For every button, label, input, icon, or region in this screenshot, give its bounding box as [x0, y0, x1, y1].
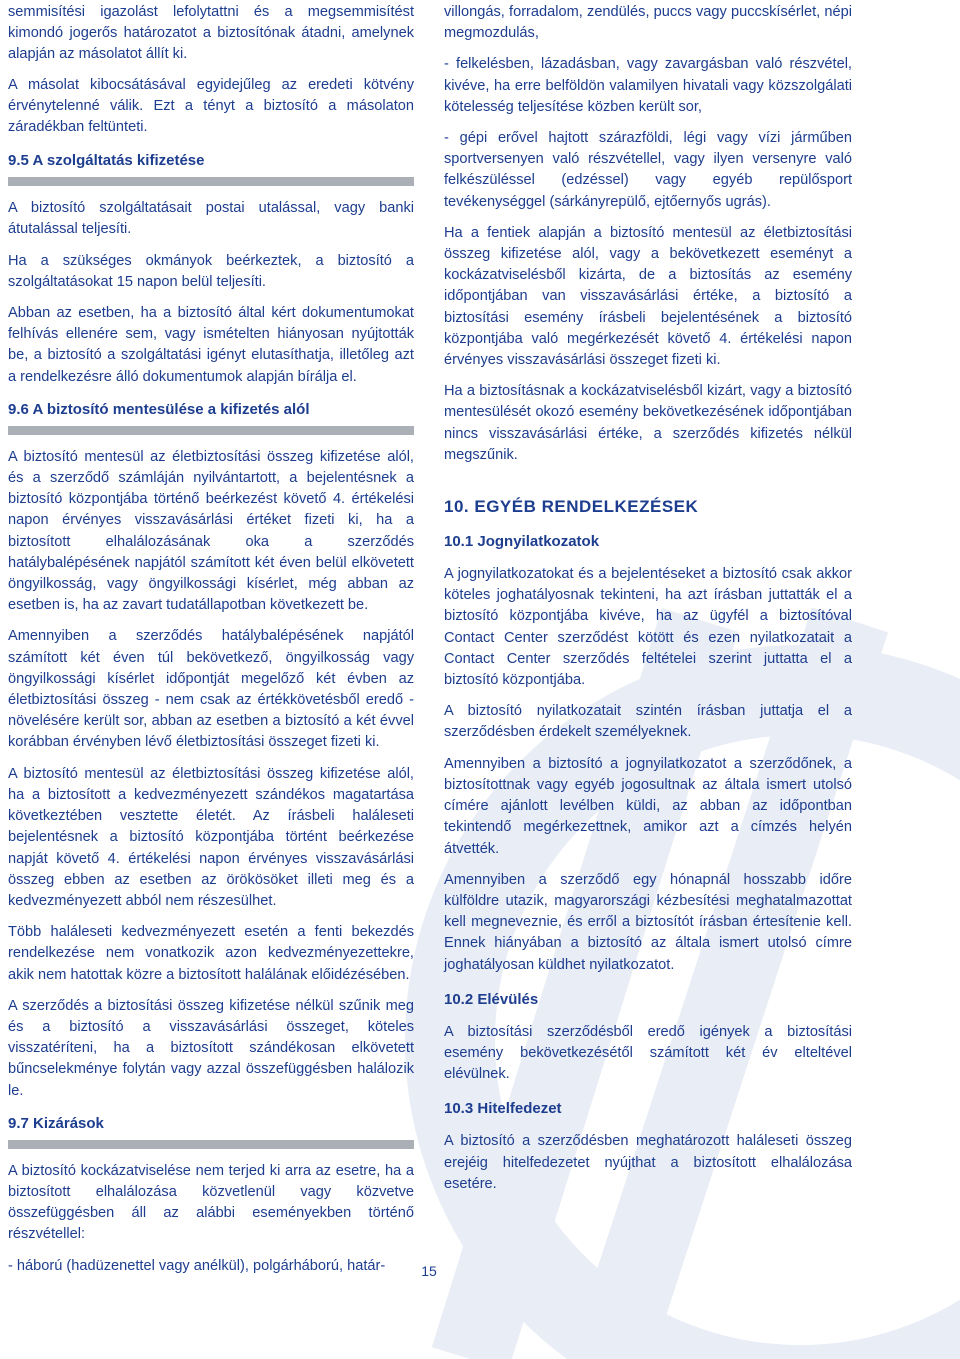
paragraph: Több haláleseti kedvezményezett esetén a fenti bekezdés rendelkezése nem vonatkozik azon kedvezményezettekre, akik nem hatottak közre a biztosított halálának előidézésében.	[8, 924, 414, 983]
paragraph: A szerződés a biztosítási összeg kifizetése nélkül szűnik meg és a biztosító a visszavásárlási összeget, köteles visszatéríteni, ha a biztosított szándékosan elkövetett bűncselekménye folytán vagy azzal összefüggésben halálozik le.	[8, 997, 414, 1099]
right-column	[444, 0, 852, 1195]
paragraph: Amennyiben a szerződő egy hónapnál hosszabb időre külföldre utazik, magyarországi kézbesítési meghatalmazottat kell megneveznie, és erről a biztosítót írásban értesítenie kell. Ennek hiányában a biztosító az általa ismert utolsó címre joghatályosan küldhet nyilatkozatot.	[444, 871, 852, 973]
section-heading: 10.3 Hitelfedezet	[444, 1100, 562, 1118]
section-heading: 10.1 Jognyilatkozatok	[444, 533, 600, 551]
paragraph: A biztosító kockázatviselése nem terjed ki arra az esetre, ha a biztosított elhalálozása közvetlenül vagy közvetve összefüggésben áll az alábbi eseményekben történő részvétellel:	[8, 1162, 414, 1243]
paragraph: Ha a szükséges okmányok beérkeztek, a biztosító a szolgáltatásokat 15 napon belül teljesíti.	[8, 252, 414, 290]
paragraph: Abban az esetben, ha a biztosító által kért dokumentumokat felhívás ellenére sem, vagy ismételten hiányosan nyújtották be, a biztosító a szolgáltatási igényt elutasíthatja, illetőleg azt a rendelkezésre álló dokumentumok alapján bírálja el.	[8, 305, 414, 385]
section-heading: 9.7 Kizárások	[8, 1114, 414, 1149]
paragraph: A másolat kibocsátásával egyidejűleg az eredeti kötvény érvénytelenné válik. Ezt a tényt a biztosító a másolaton záradékban feltünteti.	[8, 76, 414, 136]
paragraph: Amennyiben a szerződés hatálybalépésének napjától számított két éven túl bekövetkező, öngyilkosság vagy öngyilkossági kísérlet időpontját megelőző két évben az életbiztosítási összeg - nem csak az értékkövetésből eredő - növelésére került sor, abban az esetben a biztosító a két évvel korábban érvényben lévő életbiztosítási összeget fizeti ki.	[8, 628, 414, 751]
paragraph: A biztosító mentesül az életbiztosítási összeg kifizetése alól, és a szerződő számláján nyilvántartott, a bejelentésnek a biztosító központjába történő beérkezést követő 4. értékelési napon érvényes visszavásárlási értéket fizeti ki, ha a biztosított elhalálozásának oka a szerződés hatálybalépésének napjától számított két éven belül elkövetett öngyilkosság, vagy öngyilkossági kísérlet, még abban az esetben is, ha az zavart tudatállapotban következett be.	[8, 448, 414, 614]
list-item: - felkelésben, lázadásban, vagy zavargásban való részvétel, kivéve, ha erre belföldön valamilyen hivatali vagy közszolgálati kötelesség teljesítése közben került sor,	[444, 56, 852, 115]
paragraph: Ha a biztosításnak a kockázatviselésből kizárt, vagy a biztosító mentesülését okozó esemény bekövetkezésének időpontjában nincs visszavásárlási értéke, a szerződés kifizetés nélkül megszűnik.	[444, 383, 852, 463]
chapter-heading: 10. EGYÉB RENDELKEZÉSEK	[444, 497, 699, 517]
list-item: villongás, forradalom, zendülés, puccs vagy puccskísérlet, népi megmozdulás,	[444, 4, 852, 42]
list-item: - gépi erővel hajtott szárazföldi, légi vagy vízi járműben sportversenyen való részvétellel, vagy ilyen versenyre való felkészüléssel (edzéssel) vagy egyéb repülősport tevékenységgel (sárkányrepülő, ejtőernyős ugrás).	[444, 130, 852, 210]
paragraph: A biztosító nyilatkozatait szintén írásban juttatja el a szerződésben érdekelt személyeknek.	[444, 703, 852, 741]
paragraph: A jognyilatkozatokat és a bejelentéseket a biztosító csak akkor köteles joghatályosnak tekinteni, ha azt írásban juttatták el a biztosító központjába kivéve, ha az ügyfél a biztosítóval Contact Center szerződést kötött és ezen nyilatkozatait a Contact Center szerződés feltételei szerint juttatta el a biztosító központjába.	[444, 566, 852, 689]
paragraph: Amennyiben a biztosító a jognyilatkozatot a szerződőnek, a biztosítottnak vagy egyéb jogosultnak az általa ismert utolsó címére ajánlott levélben küldi, az abban az időpontban tekintendő megérkezettnek, amikor azt a címzés helyén átvették.	[444, 755, 852, 857]
section-heading: 9.6 A biztosító mentesülése a kifizetés alól	[8, 400, 414, 435]
paragraph: A biztosító mentesül az életbiztosítási összeg kifizetése alól, ha a biztosított a kedvezményezett szándékos magatartása következtében vesztette életét. Az írásbeli haláleseti bejelentésnek a biztosító központjába történt beérkezése napját követő 4. értékelési napon érvényes visszavásárlási összeg ebben az esetben az örökösöket illeti meg és a kedvezményezett abból nem részesülhet.	[8, 765, 414, 909]
section-heading: 9.5 A szolgáltatás kifizetése	[8, 151, 414, 186]
page-number: 15	[421, 1263, 437, 1279]
paragraph: Ha a fentiek alapján a biztosító mentesül az életbiztosítási összeg kifizetése alól, vagy a bekövetkezett eseményt a kockázatviselésből kizárta, de a biztosítás az esemény időpontjában van visszavásárlási értéke, a biztosító a biztosítási esemény írásbeli bejelentésének a biztosító központjába való megérkezését követő 4. értékelési napon érvényes visszavásárlási összeget fizeti ki.	[444, 224, 852, 369]
paragraph: A biztosító szolgáltatásait postai utalással, vagy banki átutalással teljesíti.	[8, 200, 414, 238]
left-column	[8, 0, 414, 1277]
paragraph: A biztosítási szerződésből eredő igények a biztosítási esemény bekövetkezésétől számított két év elteltével elévülnek.	[444, 1023, 852, 1083]
paragraph: semmisítési igazolást lefolytattni és a megsemmisítést kimondó jogerős határozatot a biztosítónak átadni, amelynek alapján az másolatot állít ki.	[8, 4, 414, 63]
paragraph: A biztosító a szerződésben meghatározott haláleseti összeg erejéig hitelfedezetet nyújthat a biztosított elhalálozása esetére.	[444, 1133, 852, 1192]
list-item: - háború (hadüzenettel vagy anélkül), polgárháború, határ-	[8, 1257, 386, 1274]
section-heading: 10.2 Elévülés	[444, 990, 539, 1008]
